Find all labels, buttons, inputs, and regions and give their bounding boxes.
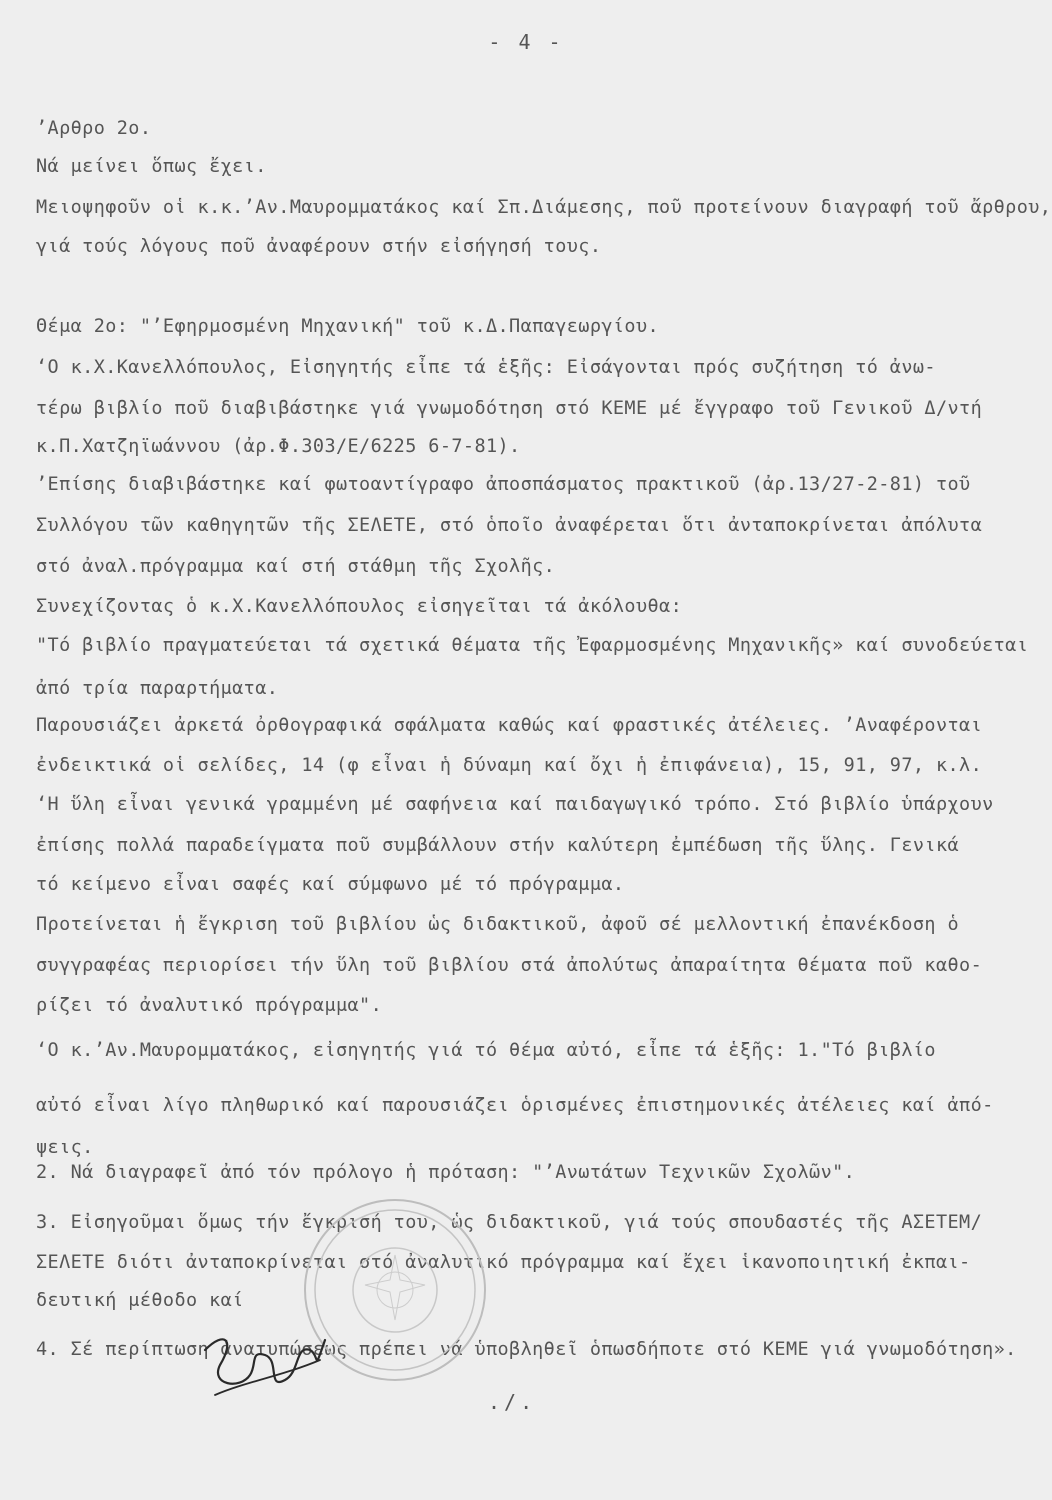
- continuation-mark: ./.: [488, 1390, 537, 1414]
- text-line: τέρω βιβλίο ποῦ διαβιβάστηκε γιά γνωμοδότηση στό ΚΕΜΕ μέ ἔγγραφο τοῦ Γενικοῦ Δ/ντή: [36, 398, 983, 419]
- text-line: ’Αρθρο 2ο.: [36, 118, 152, 139]
- list-item: 2. Νά διαγραφεῖ ἀπό τόν πρόλογο ἡ πρόταση: "’Ανωτάτων Τεχνικῶν Σχολῶν".: [36, 1162, 856, 1183]
- text-line: Συλλόγου τῶν καθηγητῶν τῆς ΣΕΛΕΤΕ, στό ὁποῖο ἀναφέρεται ὅτι ἀνταποκρίνεται ἀπόλυτα: [36, 515, 983, 536]
- text-line: τό κείμενο εἶναι σαφές καί σύμφωνο μέ τό πρόγραμμα.: [36, 874, 625, 895]
- text-line: γιά τούς λόγους ποῦ ἀναφέρουν στήν εἰσήγησή τους.: [36, 236, 602, 257]
- text-line: ‘Ο κ.’Αν.Μαυρομματάκος, εἰσηγητής γιά τό θέμα αὐτό, εἶπε τά ἑξῆς: 1."Τό βιβλίο: [36, 1040, 936, 1061]
- list-item: 4. Σέ περίπτωση ἀνατυπώσεως πρέπει νά ὑποβληθεῖ ὁπωσδήποτε στό ΚΕΜΕ γιά γνωμοδότηση».: [36, 1339, 1017, 1360]
- text-line: ‘Η ὕλη εἶναι γενικά γραμμένη μέ σαφήνεια καί παιδαγωγικό τρόπο. Στό βιβλίο ὑπάρχουν: [36, 794, 994, 815]
- text-line: "Τό βιβλίο πραγματεύεται τά σχετικά θέματα τῆς Ἐφαρμοσμένης Μηχανικῆς» καί συνοδεύεται: [36, 635, 1029, 656]
- text-line: ΣΕΛΕΤΕ διότι ἀνταποκρίνεται στό ἀναλυτικό πρόγραμμα καί ἔχει ἱκανοποιητική ἐκπαι-: [36, 1252, 971, 1273]
- text-line: Συνεχίζοντας ὁ κ.Χ.Κανελλόπουλος εἰσηγεῖται τά ἀκόλουθα:: [36, 596, 683, 617]
- page-number: - 4 -: [488, 30, 564, 54]
- list-item: 3. Εἰσηγοῦμαι ὅμως τήν ἔγκρισή του, ὡς διδακτικοῦ, γιά τούς σπουδαστές τῆς ΑΣΕΤΕΜ/: [36, 1212, 983, 1233]
- section-heading: Θέμα 2ο: "’Εφηρμοσμένη Μηχανική" τοῦ κ.Δ.Παπαγεωργίου.: [36, 316, 660, 337]
- text-line: συγγραφέας περιορίσει τήν ὕλη τοῦ βιβλίου στά ἀπολύτως ἀπαραίτητα θέματα ποῦ καθο-: [36, 955, 983, 976]
- text-line: ἀπό τρία παραρτήματα.: [36, 678, 279, 699]
- text-line: ‘Ο κ.Χ.Κανελλόπουλος, Εἰσηγητής εἶπε τά ἑξῆς: Εἰσάγονται πρός συζήτηση τό ἀνω-: [36, 357, 936, 378]
- signature-icon: [195, 1320, 335, 1410]
- text-line: Νά μείνει ὅπως ἔχει.: [36, 156, 267, 177]
- text-line: δευτική μέθοδο καί: [36, 1290, 244, 1311]
- text-line: ἐνδεικτικά οἱ σελίδες, 14 (φ εἶναι ἡ δύναμη καί ὄχι ἡ ἐπιφάνεια), 15, 91, 97, κ.λ.: [36, 755, 983, 776]
- text-line: ἐπίσης πολλά παραδείγματα ποῦ συμβάλλουν στήν καλύτερη ἐμπέδωση τῆς ὕλης. Γενικά: [36, 835, 960, 856]
- text-line: Μειοψηφοῦν οἱ κ.κ.’Αν.Μαυρομματάκος καί Σπ.Διάμεσης, ποῦ προτείνουν διαγραφή τοῦ ἄρθρου,: [36, 197, 1052, 218]
- text-line: ’Επίσης διαβιβάστηκε καί φωτοαντίγραφο ἀποσπάσματος πρακτικοῦ (ἀρ.13/27-2-81) τοῦ: [36, 474, 971, 495]
- text-line: ψεις.: [36, 1137, 94, 1158]
- text-line: Παρουσιάζει ἀρκετά ὀρθογραφικά σφάλματα καθώς καί φραστικές ἀτέλειες. ’Αναφέρονται: [36, 715, 983, 736]
- text-line: κ.Π.Χατζηϊωάννου (ἀρ.Φ.303/Ε/6225 6-7-81).: [36, 436, 521, 457]
- text-line: στό ἀναλ.πρόγραμμα καί στή στάθμη τῆς Σχολῆς.: [36, 556, 556, 577]
- text-line: Προτείνεται ἡ ἔγκριση τοῦ βιβλίου ὡς διδακτικοῦ, ἀφοῦ σέ μελλοντική ἐπανέκδοση ὁ: [36, 914, 960, 935]
- text-line: αὐτό εἶναι λίγο πληθωρικό καί παρουσιάζει ὁρισμένες ἐπιστημονικές ἀτέλειες καί ἀπό-: [36, 1095, 994, 1116]
- text-line: ρίζει τό ἀναλυτικό πρόγραμμα".: [36, 995, 383, 1016]
